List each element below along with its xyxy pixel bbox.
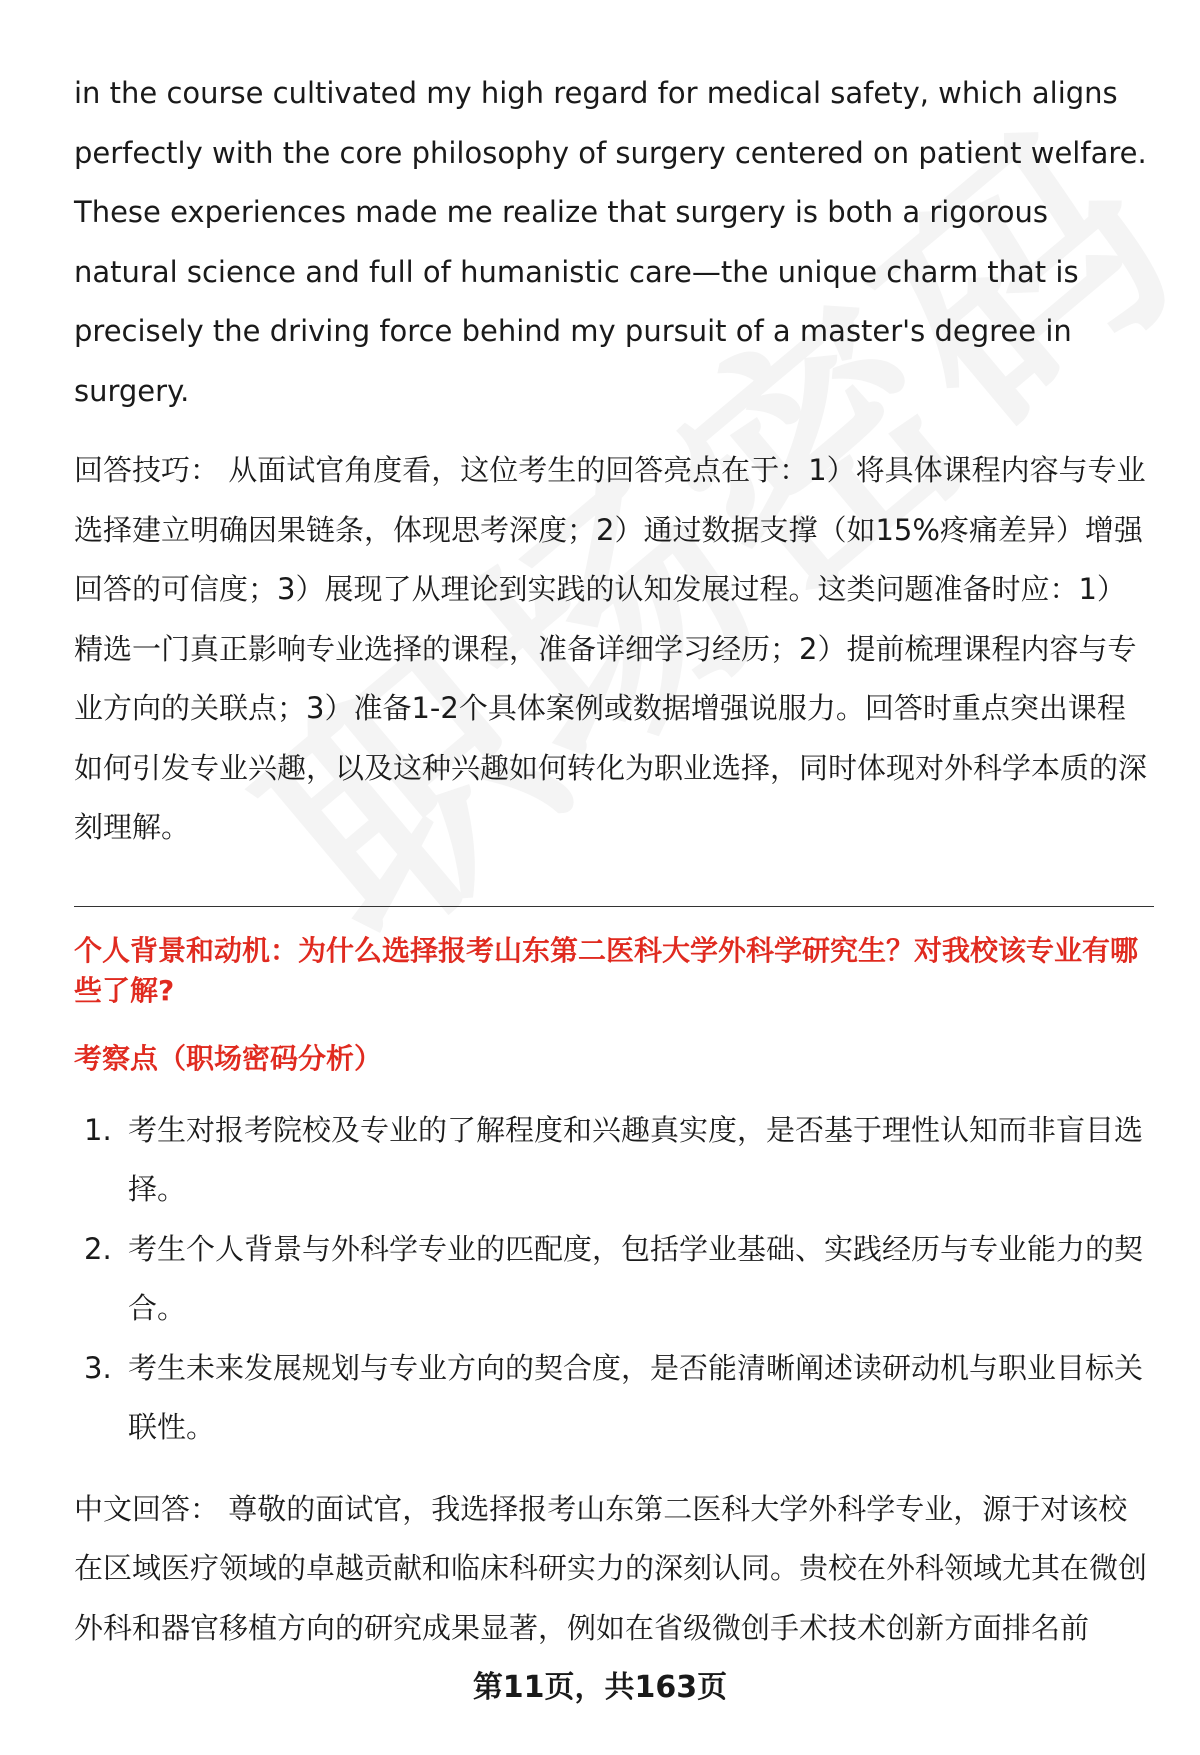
assessment-points-list <box>74 1101 1154 1458</box>
list-item-text: 考生个人背景与外科学专业的匹配度，包括学业基础、实践经历与专业能力的契合。 <box>128 1231 1144 1325</box>
chinese-answer-paragraph <box>74 1480 1154 1659</box>
list-item <box>74 1339 1154 1458</box>
list-item-text: 考生未来发展规划与专业方向的契合度，是否能清晰阐述读研动机与职业目标关联性。 <box>128 1350 1144 1444</box>
answer-tips-text: 从面试官角度看，这位考生的回答亮点在于：1）将具体课程内容与专业选择建立明确因果链条，体现思考深度；2）通过数据支撑（如15%疼痛差异）增强回答的可信度；3）展现了从理论到实践的认知发展过程。这类问题准备时应：1）精选一门真正影响专业选择的课程，准备详细学习经历；2）提前梳理课程内容与专业方向的关联点；3）准备1-2个具体案例或数据增强说服力。回答时重点突出课程如何引发专业兴趣，以及这种兴趣如何转化为职业选择，同时体现对外科学本质的深刻理解。 <box>74 453 1148 844</box>
list-item-number: 2. <box>84 1231 112 1266</box>
answer-tips-label: 回答技巧： <box>74 453 220 487</box>
list-item-text: 考生对报考院校及专业的了解程度和兴趣真实度，是否基于理性认知而非盲目选择。 <box>128 1112 1144 1206</box>
list-item-number: 3. <box>84 1350 112 1385</box>
english-answer-paragraph: in the course cultivated my high regard for medical safety, which aligns perfectly with the core philosophy of surgery centered on patient welfare. These experiences made me realize that surgery is both a rigorous natural science and full of humanistic care—the unique charm that is precisely the driving force behind my pursuit of a master's degree in surgery. <box>74 76 1147 408</box>
assessment-heading: 考察点（职场密码分析） <box>74 1041 383 1075</box>
section-divider <box>74 906 1154 907</box>
page-number: 第11页，共163页 <box>472 1670 728 1705</box>
chinese-answer-text: 尊敬的面试官，我选择报考山东第二医科大学外科学专业，源于对该校在区域医疗领域的卓越贡献和临床科研实力的深刻认同。贵校在外科领域尤其在微创外科和器官移植方向的研究成果显著，例如在省级微创手术技术创新方面排名前 <box>74 1491 1148 1645</box>
list-item <box>74 1220 1154 1339</box>
chinese-answer-label: 中文回答： <box>74 1491 220 1526</box>
question-heading: 个人背景和动机：为什么选择报考山东第二医科大学外科学研究生？对我校该专业有哪些了解? <box>74 933 1139 1007</box>
document-body <box>74 64 1154 1658</box>
list-item-number: 1. <box>84 1112 112 1147</box>
answer-tips-paragraph <box>74 441 1154 858</box>
list-item <box>74 1101 1154 1220</box>
